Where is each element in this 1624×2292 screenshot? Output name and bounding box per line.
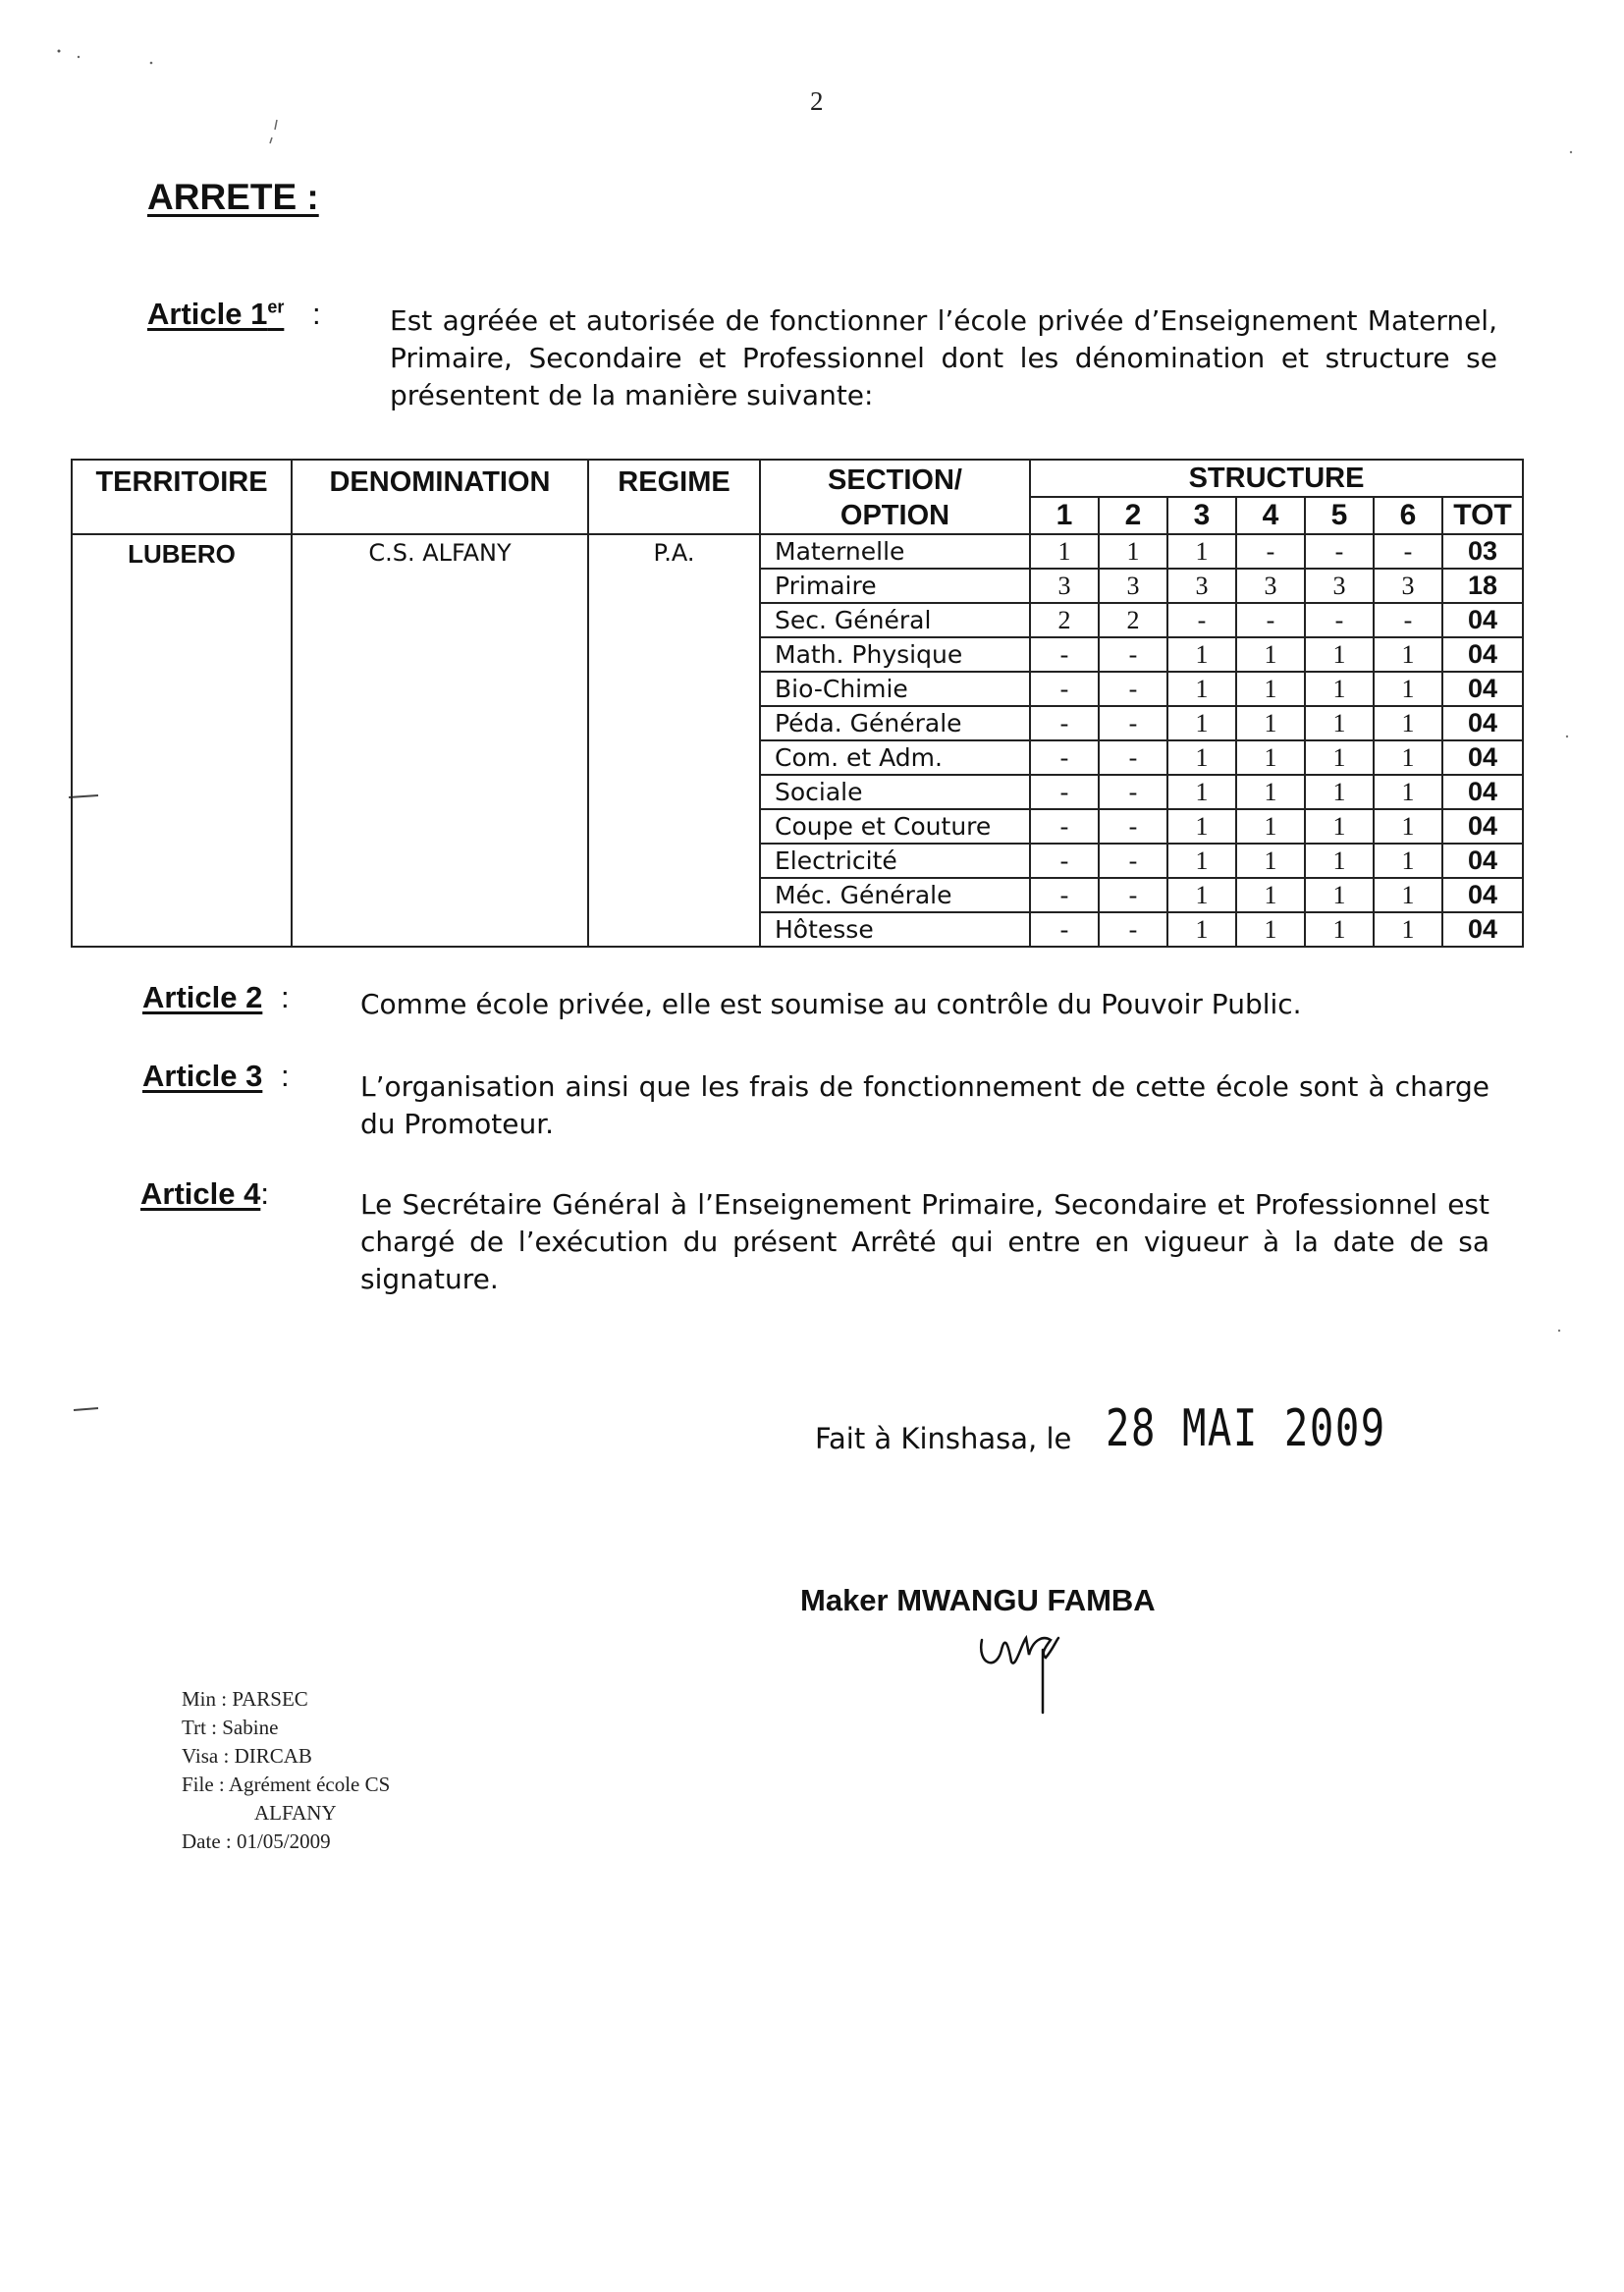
header-regime: REGIME [588, 460, 760, 534]
section-cell: Méc. Générale [760, 878, 1030, 912]
year-cell: 2 [1030, 603, 1099, 637]
section-cell: Sec. Général [760, 603, 1030, 637]
article-2-text: Comme école privée, elle est soumise au contrôle du Pouvoir Public. [360, 988, 1302, 1020]
year-cell: 1 [1374, 912, 1442, 947]
year-cell: 1 [1305, 706, 1374, 740]
regime-cell: P.A. [588, 534, 760, 947]
year-cell: 1 [1030, 534, 1099, 569]
year-cell: - [1305, 534, 1374, 569]
year-cell: 1 [1305, 672, 1374, 706]
year-cell: 1 [1236, 740, 1305, 775]
section-cell: Com. et Adm. [760, 740, 1030, 775]
year-cell: 1 [1167, 809, 1236, 844]
article-3-text: L’organisation ainsi que les frais de fonctionnement de cette école sont à charge du Promoteur. [360, 1070, 1489, 1140]
year-cell: 3 [1374, 569, 1442, 603]
handwritten-signature [972, 1610, 1090, 1719]
total-cell: 04 [1442, 775, 1523, 809]
year-cell: 1 [1374, 775, 1442, 809]
ref-file: File : Agrément école CS [182, 1773, 391, 1796]
year-cell: - [1030, 740, 1099, 775]
place-date-label: Fait à Kinshasa, le [815, 1422, 1072, 1455]
total-cell: 04 [1442, 740, 1523, 775]
territoire-cell: LUBERO [72, 534, 292, 947]
header-territoire: TERRITOIRE [72, 460, 292, 534]
total-cell: 04 [1442, 672, 1523, 706]
year-cell: 1 [1167, 878, 1236, 912]
ref-file-continued: ALFANY [254, 1801, 337, 1825]
total-cell: 03 [1442, 534, 1523, 569]
year-cell: 3 [1236, 569, 1305, 603]
structure-table [71, 459, 1524, 948]
year-cell: 1 [1167, 740, 1236, 775]
year-cell: 1 [1236, 878, 1305, 912]
year-cell: 1 [1236, 706, 1305, 740]
header-year-6: 6 [1374, 497, 1442, 534]
year-cell: 1 [1305, 637, 1374, 672]
ref-trt: Trt : Sabine [182, 1716, 279, 1739]
year-cell: 1 [1305, 878, 1374, 912]
total-cell: 04 [1442, 844, 1523, 878]
article-1-text: Est agréée et autorisée de fonctionner l’école privée d’Enseignement Maternel, Primaire, Secondaire et Professionnel dont les dénomination et structure se présentent de la manière suivante: [390, 304, 1497, 411]
denomination-cell: C.S. ALFANY [292, 534, 588, 947]
section-cell: Primaire [760, 569, 1030, 603]
year-cell: - [1167, 603, 1236, 637]
year-cell: - [1030, 672, 1099, 706]
year-cell: - [1030, 912, 1099, 947]
year-cell: 1 [1236, 809, 1305, 844]
year-cell: 1 [1167, 706, 1236, 740]
section-cell: Hôtesse [760, 912, 1030, 947]
year-cell: - [1030, 637, 1099, 672]
year-cell: 1 [1374, 878, 1442, 912]
header-section-option: SECTION/ OPTION [760, 460, 1030, 534]
year-cell: 1 [1374, 637, 1442, 672]
section-cell: Bio-Chimie [760, 672, 1030, 706]
total-cell: 04 [1442, 706, 1523, 740]
total-cell: 04 [1442, 603, 1523, 637]
header-year-1: 1 [1030, 497, 1099, 534]
year-cell: 1 [1167, 534, 1236, 569]
year-cell: - [1030, 809, 1099, 844]
year-cell: 1 [1374, 672, 1442, 706]
ref-min: Min : PARSEC [182, 1687, 308, 1711]
total-cell: 04 [1442, 912, 1523, 947]
section-cell: Maternelle [760, 534, 1030, 569]
year-cell: - [1374, 603, 1442, 637]
year-cell: - [1236, 534, 1305, 569]
year-cell: - [1099, 637, 1167, 672]
header-year-2: 2 [1099, 497, 1167, 534]
year-cell: 3 [1305, 569, 1374, 603]
year-cell: - [1099, 878, 1167, 912]
year-cell: - [1099, 740, 1167, 775]
year-cell: 1 [1305, 844, 1374, 878]
total-cell: 04 [1442, 637, 1523, 672]
year-cell: 1 [1305, 740, 1374, 775]
year-cell: 3 [1099, 569, 1167, 603]
year-cell: 1 [1374, 706, 1442, 740]
year-cell: - [1099, 706, 1167, 740]
signer-name: Maker MWANGU FAMBA [800, 1583, 1156, 1617]
table-row [72, 534, 1523, 569]
year-cell: 1 [1167, 672, 1236, 706]
article-4-label: Article 4: [140, 1176, 269, 1211]
year-cell: 1 [1305, 809, 1374, 844]
page-number: 2 [810, 86, 824, 116]
article-3-label: Article 3 : [142, 1059, 290, 1093]
header-tot: TOT [1442, 497, 1523, 534]
year-cell: 1 [1236, 637, 1305, 672]
total-cell: 04 [1442, 878, 1523, 912]
header-structure: STRUCTURE [1030, 460, 1523, 497]
year-cell: 1 [1167, 912, 1236, 947]
year-cell: 1 [1167, 775, 1236, 809]
ref-visa: Visa : DIRCAB [182, 1744, 312, 1768]
year-cell: 1 [1236, 775, 1305, 809]
total-cell: 18 [1442, 569, 1523, 603]
year-cell: - [1374, 534, 1442, 569]
year-cell: - [1099, 844, 1167, 878]
article-4-text: Le Secrétaire Général à l’Enseignement Primaire, Secondaire et Professionnel est chargé de l’exécution du présent Arrêté qui entre en vigueur à la date de sa signature. [360, 1188, 1489, 1295]
article-2-label: Article 2 : [142, 980, 290, 1014]
decree-heading: ARRETE : [147, 177, 319, 217]
year-cell: - [1099, 672, 1167, 706]
article-1-label: Article 1er : [147, 297, 321, 331]
year-cell: 2 [1099, 603, 1167, 637]
reference-block [182, 1685, 390, 1856]
header-year-3: 3 [1167, 497, 1236, 534]
year-cell: 1 [1099, 534, 1167, 569]
year-cell: - [1030, 775, 1099, 809]
section-cell: Sociale [760, 775, 1030, 809]
year-cell: - [1099, 775, 1167, 809]
year-cell: 3 [1167, 569, 1236, 603]
ref-date: Date : 01/05/2009 [182, 1829, 331, 1853]
header-year-5: 5 [1305, 497, 1374, 534]
section-cell: Coupe et Couture [760, 809, 1030, 844]
year-cell: - [1099, 809, 1167, 844]
year-cell: 1 [1236, 672, 1305, 706]
year-cell: 1 [1167, 844, 1236, 878]
header-denomination: DENOMINATION [292, 460, 588, 534]
header-year-4: 4 [1236, 497, 1305, 534]
year-cell: 1 [1374, 844, 1442, 878]
section-cell: Péda. Générale [760, 706, 1030, 740]
year-cell: - [1030, 706, 1099, 740]
year-cell: 1 [1374, 809, 1442, 844]
stamped-date: 28 MAI 2009 [1106, 1399, 1386, 1458]
year-cell: 1 [1236, 844, 1305, 878]
year-cell: 1 [1374, 740, 1442, 775]
year-cell: 3 [1030, 569, 1099, 603]
year-cell: - [1236, 603, 1305, 637]
total-cell: 04 [1442, 809, 1523, 844]
year-cell: 1 [1305, 775, 1374, 809]
year-cell: - [1099, 912, 1167, 947]
section-cell: Math. Physique [760, 637, 1030, 672]
section-cell: Electricité [760, 844, 1030, 878]
year-cell: - [1305, 603, 1374, 637]
year-cell: 1 [1236, 912, 1305, 947]
year-cell: - [1030, 844, 1099, 878]
year-cell: - [1030, 878, 1099, 912]
year-cell: 1 [1305, 912, 1374, 947]
year-cell: 1 [1167, 637, 1236, 672]
